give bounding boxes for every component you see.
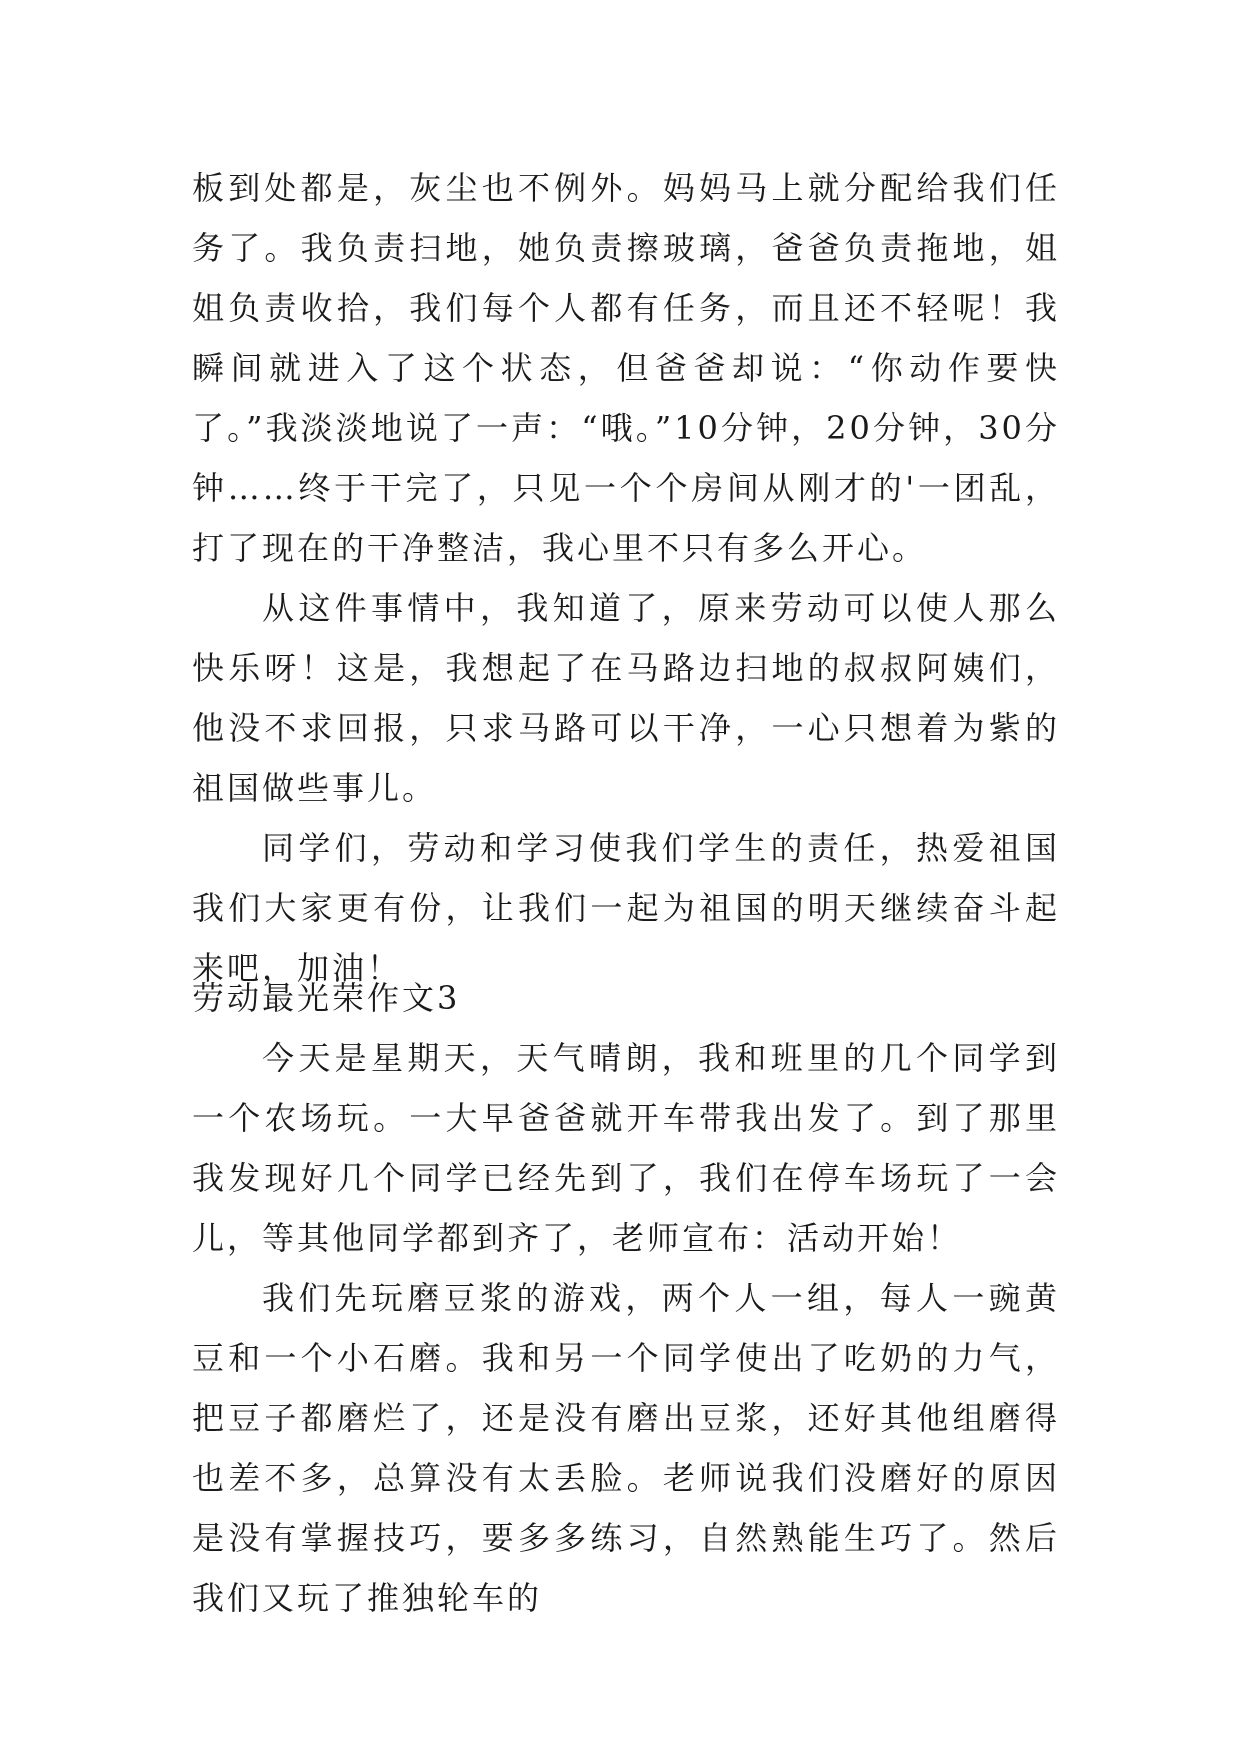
essay-title: 劳动最光荣作文3 xyxy=(192,979,461,1017)
essay-3 xyxy=(192,968,1060,1628)
paragraph: 从这件事情中，我知道了，原来劳动可以使人那么快乐呀！这是，我想起了在马路边扫地的叔叔阿姨们，他没不求回报，只求马路可以干净，一心只想着为紫的祖国做些事儿。 xyxy=(192,589,1060,807)
paragraph: 今天是星期天，天气晴朗，我和班里的几个同学到一个农场玩。一大早爸爸就开车带我出发了。到了那里我发现好几个同学已经先到了，我们在停车场玩了一会儿，等其他同学都到齐了，老师宣布：活动开始！ xyxy=(192,1039,1060,1257)
essay-continuation xyxy=(192,158,1060,998)
paragraph: 板到处都是，灰尘也不例外。妈妈马上就分配给我们任务了。我负责扫地，她负责擦玻璃，爸爸负责拖地，姐姐负责收拾，我们每个人都有任务，而且还不轻呢！我瞬间就进入了这个状态，但爸爸却说：“你动作要快了。”我淡淡地说了一声：“哦。”10分钟，20分钟，30分钟……终于干完了，只见一个个房间从刚才的'一团乱，打了现在的干净整洁，我心里不只有多么开心。 xyxy=(192,169,1060,567)
paragraph: 我们先玩磨豆浆的游戏，两个人一组，每人一豌黄豆和一个小石磨。我和另一个同学使出了吃奶的力气，把豆子都磨烂了，还是没有磨出豆浆，还好其他组磨得也差不多，总算没有太丢脸。老师说我们没磨好的原因是没有掌握技巧，要多多练习，自然熟能生巧了。然后我们又玩了推独轮车的 xyxy=(192,1279,1060,1617)
paragraph: 同学们，劳动和学习使我们学生的责任，热爱祖国我们大家更有份，让我们一起为祖国的明天继续奋斗起来吧，加油！ xyxy=(192,829,1060,987)
